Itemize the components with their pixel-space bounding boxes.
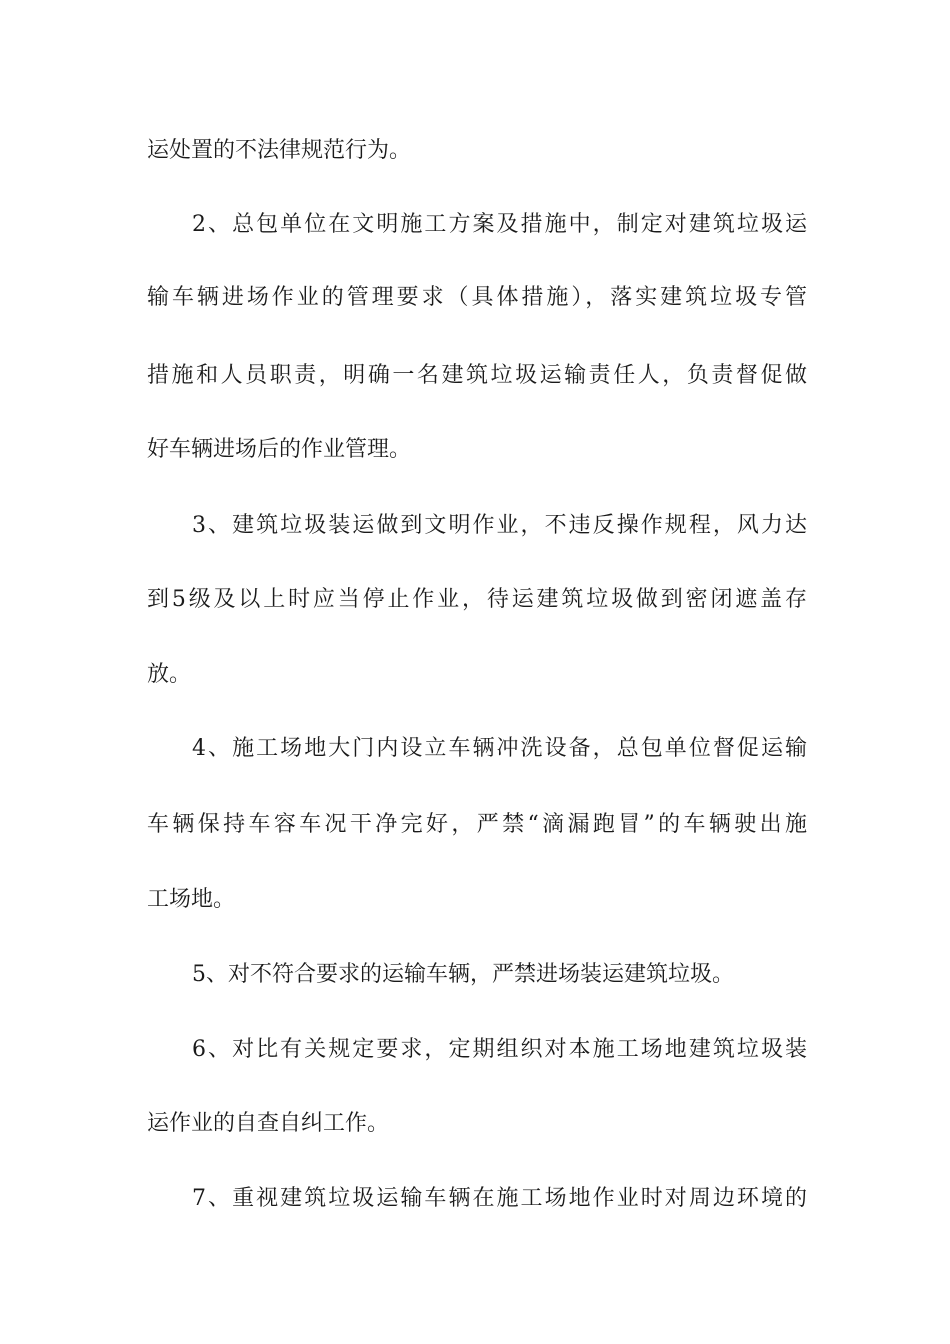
text-line-1: 运处置的不法律规范行为。 [147, 138, 412, 163]
text-line-5: 好车辆进场后的作业管理。 [147, 437, 412, 462]
text-line-7: 到5级及以上时应当停止作业，待运建筑垃圾做到密闭遮盖存 [147, 587, 807, 612]
text-line-4: 措施和人员职责，明确一名建筑垃圾运输责任人，负责督促做 [147, 363, 807, 388]
text-line-2: 2、总包单位在文明施工方案及措施中，制定对建筑垃圾运 [192, 212, 807, 237]
text-line-12: 5、对不符合要求的运输车辆，严禁进场装运建筑垃圾。 [192, 962, 734, 987]
text-line-3: 输车辆进场作业的管理要求（具体措施），落实建筑垃圾专管 [147, 285, 807, 310]
text-line-14: 运作业的自查自纠工作。 [147, 1111, 390, 1136]
text-line-13: 6、对比有关规定要求，定期组织对本施工场地建筑垃圾装 [192, 1037, 807, 1062]
text-line-10: 车辆保持车容车况干净完好，严禁“滴漏跑冒”的车辆驶出施 [147, 812, 807, 837]
text-line-11: 工场地。 [147, 887, 236, 912]
text-line-9: 4、施工场地大门内设立车辆冲洗设备，总包单位督促运输 [192, 736, 807, 761]
text-line-8: 放。 [147, 662, 192, 687]
text-line-6: 3、建筑垃圾装运做到文明作业，不违反操作规程，风力达 [192, 513, 807, 538]
text-line-15: 7、重视建筑垃圾运输车辆在施工场地作业时对周边环境的 [192, 1186, 807, 1211]
